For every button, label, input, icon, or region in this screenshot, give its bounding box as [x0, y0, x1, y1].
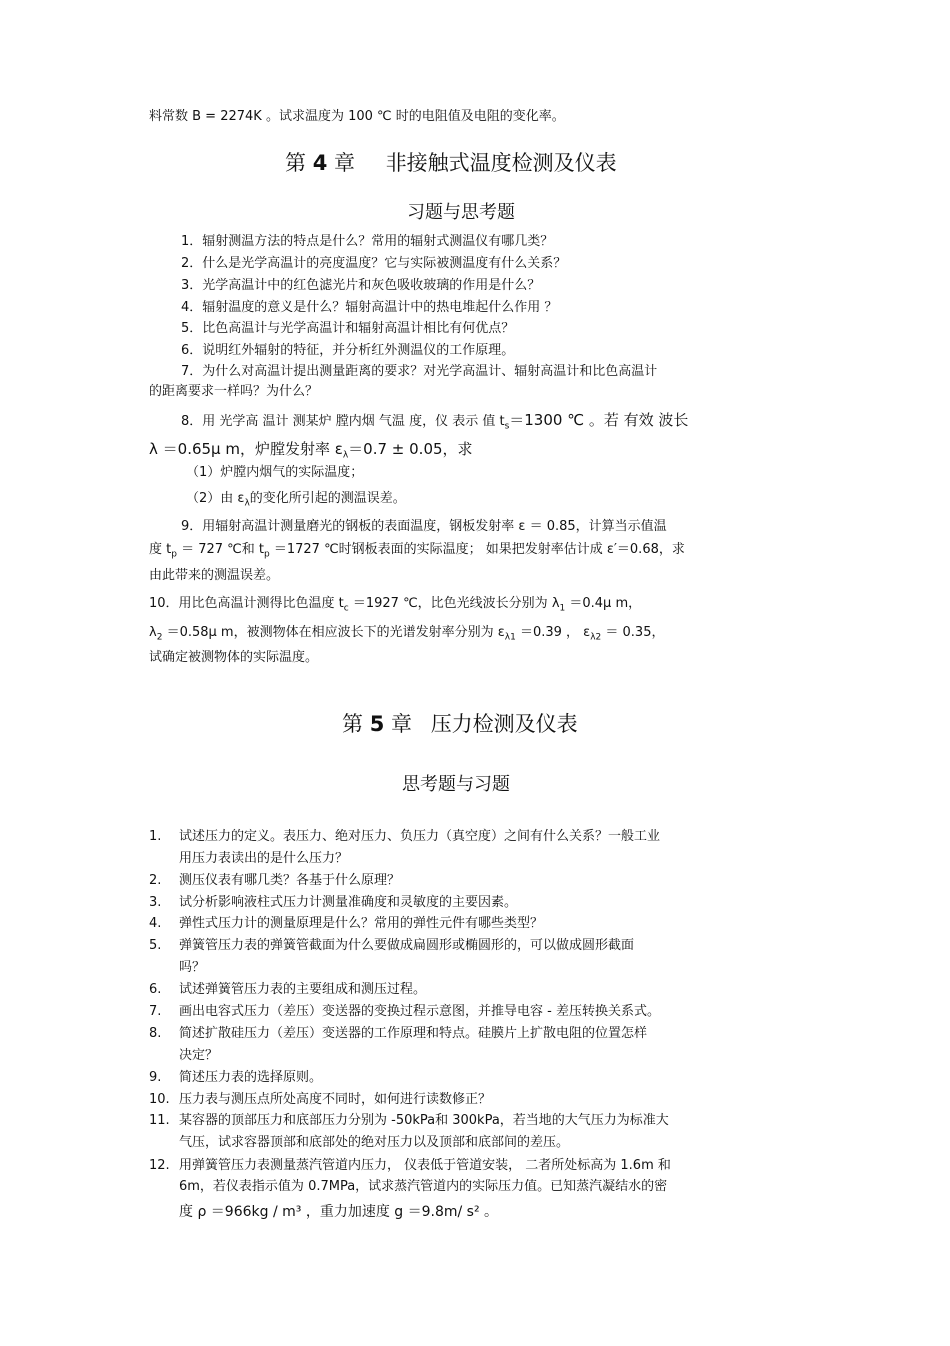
ch4-question-9-line3: 由此带来的测温误差。: [149, 568, 280, 583]
q8-text: 8．用 光学高 温计 测某炉 膛内烟 气温 度，仪 表示 值 t: [181, 414, 505, 429]
chapter5-title: [342, 711, 578, 737]
q8b-sub: λ: [342, 450, 349, 461]
ch5-item-10-line1: 压力表与测压点所处高度不同时，如何进行读数修正？: [179, 1092, 492, 1107]
ch4-question-4: 4．辐射温度的意义是什么？辐射高温计中的热电堆起什么作用 ？: [181, 300, 558, 315]
q10b-sub2: λ1: [504, 632, 516, 643]
ch5-item-12-line1: 用弹簧管压力表测量蒸汽管道内压力， 仪表低于管道安装， 二者所处标高为 1.6m 和: [179, 1158, 671, 1173]
ch5-item-12-line3: 度 ρ ＝966kg / m³ ，重力加速度 g ＝9.8m/ s² 。: [179, 1204, 499, 1220]
ch5-item-number: 9.: [149, 1070, 162, 1085]
q10b-mid: ＝0.39 ， ε: [515, 625, 591, 640]
ch5-item-5-line1: 弹簧管压力表的弹簧管截面为什么要做成扁圆形或椭圆形的，可以做成圆形截面: [179, 938, 635, 953]
q8d-pre: （2）由 ε: [186, 491, 245, 506]
ch5-item-number: 6.: [149, 982, 162, 997]
ch5-item-6-line1: 试述弹簧管压力表的主要组成和测压过程。: [179, 982, 427, 997]
ch5-item-2-line1: 测压仪表有哪几类？各基于什么原理？: [179, 873, 401, 888]
chapter5-title-prefix: 第: [342, 712, 363, 736]
ch5-item-3-line1: 试分析影响液柱式压力计测量准确度和灵敏度的主要因素。: [179, 895, 518, 910]
chapter5-title-text: 压力检测及仪表: [430, 712, 578, 736]
ch5-item-11-line1: 某容器的顶部压力和底部压力分别为 -50kPa和 300kPa，若当地的大气压力为标准大: [179, 1113, 669, 1128]
ch5-item-number: 7.: [149, 1004, 162, 1019]
q8-value: ＝1300 ℃ 。若 有效 波长: [509, 411, 689, 429]
ch5-item-number: 12.: [149, 1158, 170, 1173]
ch5-item-12-line2: 6m，若仪表指示值为 0.7MPa，试求蒸汽管道内的实际压力值。已知蒸汽凝结水的密: [179, 1179, 668, 1194]
ch4-question-9-line1: 9．用辐射高温计测量磨光的钢板的表面温度，钢板发射率 ε ＝ 0.85，计算当示值温: [181, 519, 667, 534]
q10b-end: ＝ 0.35，: [601, 625, 665, 640]
q10b-sub: 2: [156, 632, 163, 643]
ch4-question-2: 2．什么是光学高温计的亮度温度？它与实际被测温度有什么关系？: [181, 256, 567, 271]
ch5-item-8-line2: 决定？: [179, 1048, 219, 1063]
ch5-item-5-line2: 吗？: [179, 960, 206, 975]
q9b-sub1: p: [171, 549, 177, 560]
q10a-sub: c: [343, 603, 349, 614]
ch5-item-8-line1: 简述扩散硅压力（差压）变送器的工作原理和特点。硅膜片上扩散电阻的位置怎样: [179, 1026, 648, 1041]
ch5-item-1-line1: 试述压力的定义。表压力、绝对压力、负压力（真空度）之间有什么关系？一般工业: [179, 829, 661, 844]
ch5-item-number: 4.: [149, 916, 162, 931]
ch4-question-1: 1．辐射测温方法的特点是什么？常用的辐射式测温仪有哪几类？: [181, 234, 554, 249]
ch5-item-number: 10.: [149, 1092, 170, 1107]
ch4-question-5: 5．比色高温计与光学高温计和辐射高温计相比有何优点？: [181, 321, 515, 336]
q10b-text: λ: [149, 625, 157, 640]
ch4-question-8-line1: [181, 412, 688, 435]
ch4-question-3: 3．光学高温计中的红色滤光片和灰色吸收玻璃的作用是什么？: [181, 278, 541, 293]
chapter4-title-mid: 章: [334, 151, 355, 175]
ch5-item-number: 1.: [149, 829, 162, 844]
ch5-item-number: 3.: [149, 895, 162, 910]
q10a-text: 10．用比色高温计测得比色温度 t: [149, 596, 344, 611]
chapter5-title-mid: 章: [391, 712, 412, 736]
chapter4-title-prefix: 第: [285, 151, 306, 175]
q9b-post: ＝1727 ℃时钢板表面的实际温度； 如果把发射率估计成 ε′＝0.68，求: [269, 542, 685, 557]
ch4-question-10-line1: [149, 596, 641, 617]
q10b-sub3: λ2: [590, 632, 602, 643]
chapter5-title-num: 5: [369, 712, 385, 736]
chapter5-subtitle: 思考题与习题: [402, 774, 510, 795]
q10b-post: ＝0.58μ m，被测物体在相应波长下的光谱发射率分别为 ε: [162, 625, 505, 640]
chapter4-subtitle: 习题与思考题: [407, 202, 515, 223]
ch4-question-8-line2: [149, 441, 473, 464]
ch4-question-7-line2: 的距离要求一样吗？为什么？: [149, 384, 319, 399]
ch4-question-8-sub1: （1）炉膛内烟气的实际温度；: [186, 465, 364, 480]
ch5-item-number: 8.: [149, 1026, 162, 1041]
chapter4-title-num: 4: [312, 151, 328, 175]
q10a-sub2: 1: [559, 603, 566, 614]
ch4-question-10-line2: [149, 625, 664, 646]
ch5-item-7-line1: 画出电容式压力（差压）变送器的变换过程示意图，并推导电容 - 差压转换关系式。: [179, 1004, 660, 1019]
q8b-text: λ ＝0.65μ m，炉膛发射率 ε: [149, 440, 343, 458]
q8b-value: ＝0.7 ± 0.05，求: [348, 440, 473, 458]
ch5-item-11-line2: 气压，试求容器顶部和底部处的绝对压力以及顶部和底部间的差压。: [179, 1135, 570, 1150]
ch5-item-number: 5.: [149, 938, 162, 953]
q8d-post: 的变化所引起的测温误差。: [249, 491, 406, 506]
ch5-item-1-line2: 用压力表读出的是什么压力？: [179, 851, 349, 866]
ch4-question-7-line1: 7．为什么对高温计提出测量距离的要求？对光学高温计、辐射高温计和比色高温计: [181, 364, 658, 379]
ch5-item-number: 2.: [149, 873, 162, 888]
q8d-sub: λ: [244, 498, 250, 509]
ch5-item-number: 11.: [149, 1113, 170, 1128]
chapter4-title-text: 非接触式温度检测及仪表: [385, 151, 617, 175]
chapter4-title: [285, 150, 617, 176]
ch5-item-4-line1: 弹性式压力计的测量原理是什么？常用的弹性元件有哪些类型？: [179, 916, 544, 931]
q9b-sub2: p: [264, 549, 270, 560]
ch4-question-8-sub2: [186, 491, 406, 512]
ch4-question-9-line2: [149, 542, 685, 563]
q9b-mid: ＝ 727 ℃和 t: [176, 542, 264, 557]
ch4-question-10-line3: 试确定被测物体的实际温度。: [149, 650, 319, 665]
ch5-item-9-line1: 简述压力表的选择原则。: [179, 1070, 323, 1085]
q8-sub: s: [504, 421, 510, 432]
q10a-post: ＝1927 ℃，比色光线波长分别为 λ: [348, 596, 560, 611]
ch4-question-6: 6．说明红外辐射的特征，并分析红外测温仪的工作原理。: [181, 343, 515, 358]
q10a-end: ＝0.4μ m，: [565, 596, 642, 611]
q9b-text: 度 t: [149, 542, 172, 557]
intro-line: 料常数 B = 2274K 。试求温度为 100 ℃ 时的电阻值及电阻的变化率。: [149, 109, 565, 124]
